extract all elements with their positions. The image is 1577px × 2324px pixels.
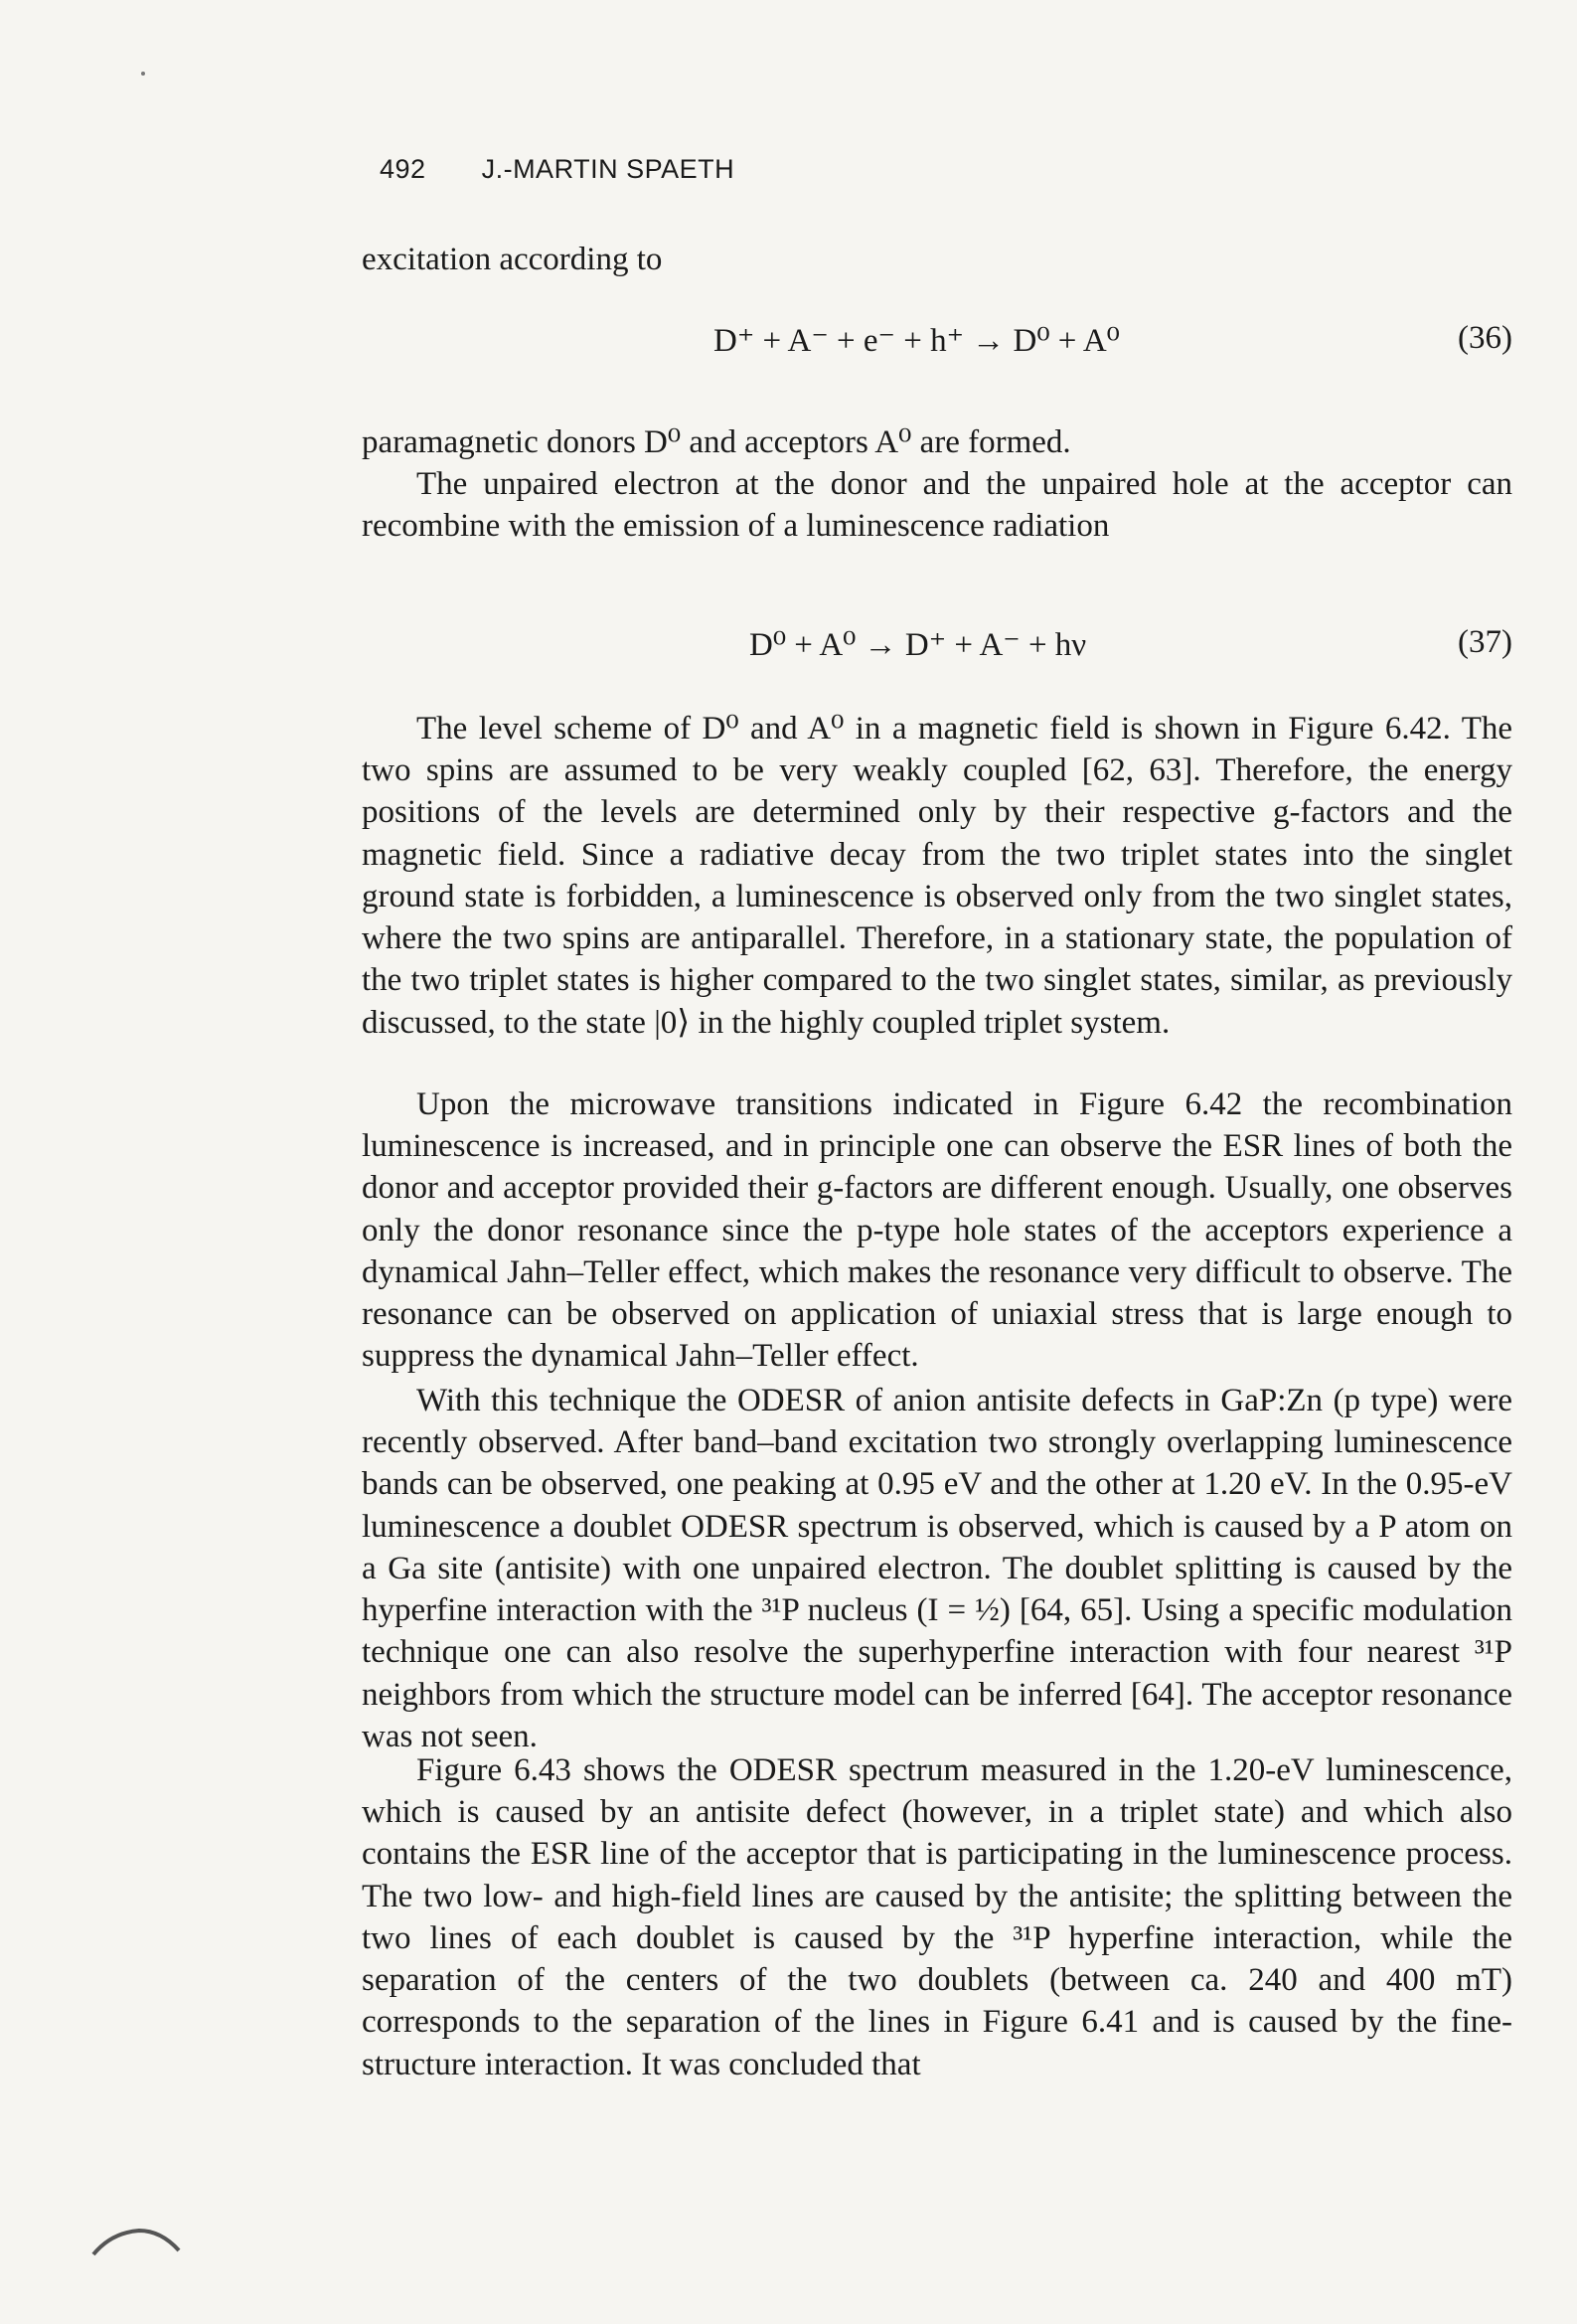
paragraph-odesr-technique: With this technique the ODESR of anion antisite defects in GaP:Zn (p type) were recently observed. After band–band excitation two strongly overlapping luminescence bands can be observed, one peaking at 0.95 eV and the other at 1.20 eV. In the 0.95-eV luminescence a doublet ODESR spectrum is observed, which is caused by a P atom on a Ga site (antisite) with one unpaired electron. The doublet splitting is caused by the hyperfine interaction with the ³¹P nucleus (I = ½) [64, 65]. Using a specific modulation technique one can also resolve the superhyperfine interaction with four nearest ³¹P neighbors from which the structure model can be inferred [64]. The acceptor resonance was not seen. bbox=[362, 1383, 1512, 1754]
equation-36-number: (36) bbox=[1458, 320, 1512, 356]
page-number: 492 bbox=[380, 154, 426, 184]
paragraph-paramagnetic: paramagnetic donors D⁰ and acceptors A⁰ are formed. bbox=[362, 424, 1071, 460]
paragraph-level-scheme: The level scheme of D⁰ and A⁰ in a magnetic field is shown in Figure 6.42. The two spins are assumed to be very weakly coupled [62, 63]. Therefore, the energy positions of the levels are determined only by their respective g-factors and the magnetic field. Since a radiative decay from the two triplet states into the singlet ground state is forbidden, a luminescence is observed only from the two singlet states, where the two spins are antiparallel. Therefore, in a stationary state, the population of the two triplet states is higher compared to the two singlet states, similar, as previously discussed, to the state |0⟩ in the highly coupled triplet system. bbox=[362, 711, 1512, 1041]
ink-mark-icon bbox=[91, 2227, 181, 2256]
paragraph-figure-643: Figure 6.43 shows the ODESR spectrum measured in the 1.20-eV luminescence, which is caused by an antisite defect (however, in a triplet state) and which also contains the ESR line of the acceptor that is participating in the luminescence process. The two low- and high-field lines are caused by the antisite; the splitting between the two lines of each doublet is caused by the ³¹P hyperfine interaction, while the separation of the centers of the two doublets (between ca. 240 and 400 mT) corresponds to the separation of the lines in Figure 6.41 and is caused by the fine-structure interaction. It was concluded that bbox=[362, 1752, 1512, 2082]
equation-37-formula: D⁰ + A⁰ → D⁺ + A⁻ + hν bbox=[749, 627, 1087, 663]
running-author: J.-MARTIN SPAETH bbox=[481, 154, 735, 184]
running-header bbox=[380, 154, 734, 185]
stray-dot bbox=[141, 72, 145, 76]
equation-36 bbox=[362, 320, 1512, 370]
paragraph-excitation: excitation according to bbox=[362, 242, 663, 277]
equation-36-formula: D⁺ + A⁻ + e⁻ + h⁺ → D⁰ + A⁰ bbox=[713, 323, 1120, 359]
equation-37-number: (37) bbox=[1458, 624, 1512, 660]
paragraph-unpaired: The unpaired electron at the donor and the unpaired hole at the acceptor can recombine with the emission of a luminescence radiation bbox=[362, 466, 1512, 545]
equation-37 bbox=[362, 624, 1512, 674]
paragraph-microwave: Upon the microwave transitions indicated in Figure 6.42 the recombination luminescence is increased, and in principle one can observe the ESR lines of both the donor and acceptor provided their g-factors are different enough. Usually, one observes only the donor resonance since the p-type hole states of the acceptors experience a dynamical Jahn–Teller effect, which makes the resonance very difficult to observe. The resonance can be observed on application of uniaxial stress that is large enough to suppress the dynamical Jahn–Teller effect. bbox=[362, 1086, 1512, 1375]
